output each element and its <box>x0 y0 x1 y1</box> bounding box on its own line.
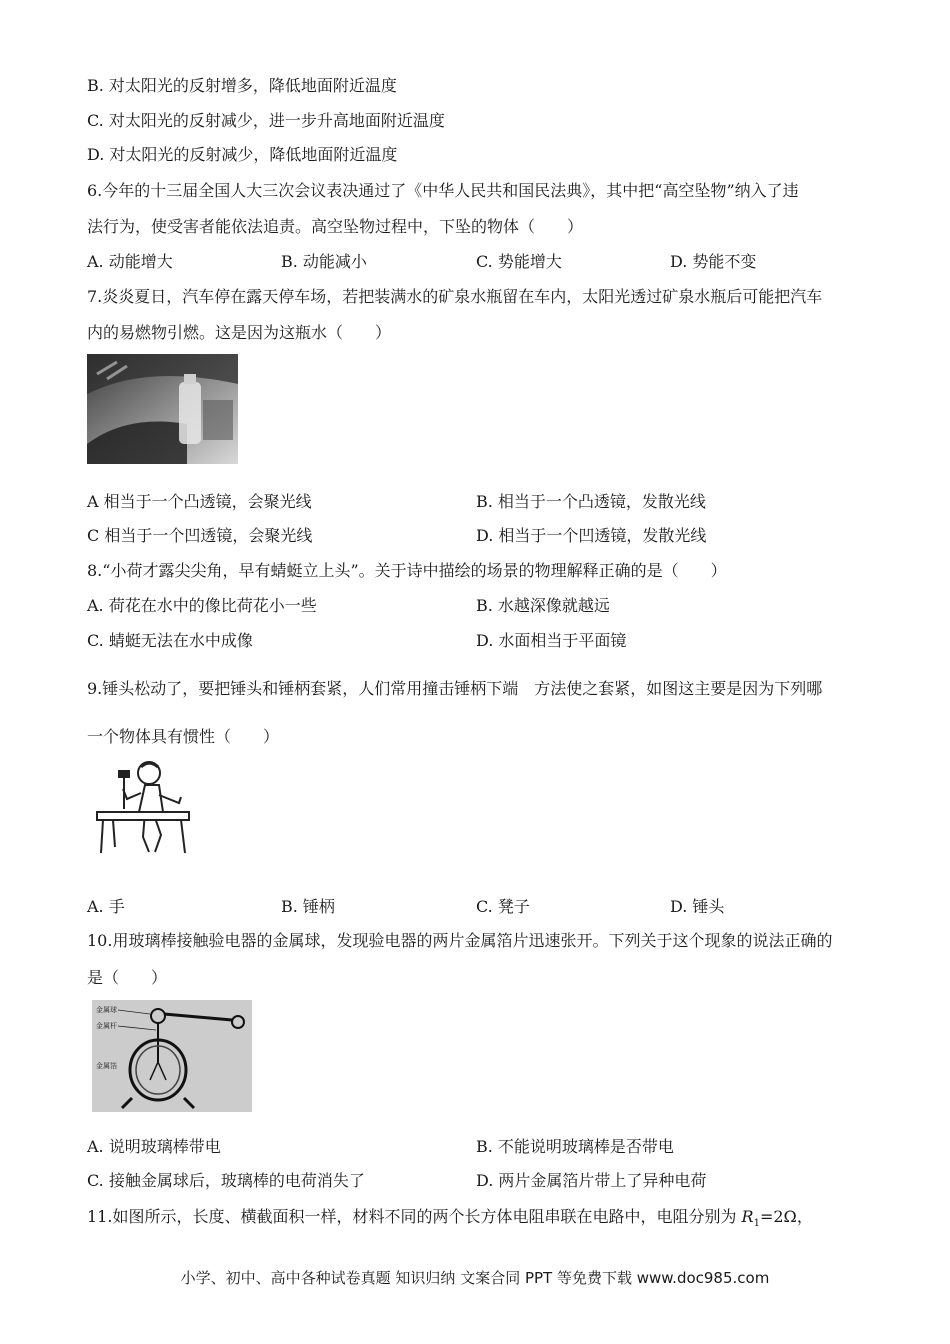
q10-stem-line2: 是（ ） <box>87 968 168 987</box>
electroscope-illustration <box>92 1000 252 1112</box>
fig-label-foil: 金属箔 <box>96 1062 117 1070</box>
q9-option-d: D. 锤头 <box>670 897 725 916</box>
q7-stem-line2: 内的易燃物引燃。这是因为这瓶水（ ） <box>87 323 392 342</box>
q7-option-c: C 相当于一个凹透镜，会聚光线 <box>87 526 313 545</box>
q8-option-b: B. 水越深像就越远 <box>476 596 610 615</box>
q11-stem-text: 11.如图所示，长度、横截面积一样，材料不同的两个长方体电阻串联在电路中，电阻分别为 <box>87 1207 742 1226</box>
q7-stem-line1: 7.炎炎夏日，汽车停在露天停车场，若把装满水的矿泉水瓶留在车内，太阳光透过矿泉水瓶后可能把汽车 <box>87 287 823 306</box>
page-footer: 小学、初中、高中各种试卷真题 知识归纳 文案合同 PPT 等免费下载 www.doc985.com <box>180 1269 770 1287</box>
q10-option-b: B. 不能说明玻璃棒是否带电 <box>476 1137 674 1156</box>
q5-option-d: D. 对太阳光的反射减少，降低地面附近温度 <box>87 145 398 164</box>
fig-label-ball: 金属球 <box>96 1006 117 1014</box>
q11-var-subscript: 1 <box>753 1218 760 1230</box>
q8-option-d: D. 水面相当于平面镜 <box>476 631 627 650</box>
q8-option-a: A. 荷花在水中的像比荷花小一些 <box>87 596 317 615</box>
q10-option-c: C. 接触金属球后，玻璃棒的电荷消失了 <box>87 1171 365 1190</box>
q9-stem-line2: 一个物体具有惯性（ ） <box>87 727 280 746</box>
q10-option-d: D. 两片金属箔片带上了异种电荷 <box>476 1171 707 1190</box>
q6-option-b: B. 动能减小 <box>281 252 367 271</box>
water-bottle-car-photo <box>87 354 238 464</box>
q5-option-b: B. 对太阳光的反射增多，降低地面附近温度 <box>87 76 397 95</box>
q10-option-a: A. 说明玻璃棒带电 <box>87 1137 221 1156</box>
q11-stem-line1 <box>87 1206 813 1235</box>
q9-option-a: A. 手 <box>87 897 125 916</box>
q6-option-a: A. 动能增大 <box>87 252 173 271</box>
q8-stem: 8.“小荷才露尖尖角，早有蜻蜓立上头”。关于诗中描绘的场景的物理解释正确的是（ ） <box>87 561 727 580</box>
q6-option-c: C. 势能增大 <box>476 252 562 271</box>
q10-stem-line1: 10.用玻璃棒接触验电器的金属球，发现验电器的两片金属箔片迅速张开。下列关于这个现象的说法正确的 <box>87 931 833 950</box>
q7-option-d: D. 相当于一个凹透镜，发散光线 <box>476 526 707 545</box>
q5-option-c: C. 对太阳光的反射减少，进一步升高地面附近温度 <box>87 111 445 130</box>
q6-stem-line2: 法行为，使受害者能依法追责。高空坠物过程中，下坠的物体（ ） <box>87 217 584 236</box>
q7-option-a: A 相当于一个凸透镜，会聚光线 <box>87 492 312 511</box>
q9-option-b: B. 锤柄 <box>281 897 335 916</box>
hammer-bench-illustration <box>93 757 195 857</box>
q11-var-r: R <box>741 1207 754 1226</box>
q8-option-c: C. 蜻蜓无法在水中成像 <box>87 631 253 650</box>
fig-label-rod: 金属杆 <box>96 1022 117 1030</box>
q6-stem-line1: 6.今年的十三届全国人大三次会议表决通过了《中华人民共和国民法典》，其中把“高空坠物”纳入了违 <box>87 181 799 200</box>
q7-option-b: B. 相当于一个凸透镜，发散光线 <box>476 492 706 511</box>
q9-option-c: C. 凳子 <box>476 897 530 916</box>
q6-option-d: D. 势能不变 <box>670 252 757 271</box>
q9-stem-line1: 9.锤头松动了，要把锤头和锤柄套紧，人们常用撞击锤柄下端 方法使之套紧，如图这主要是因为下列哪 <box>87 679 823 698</box>
q11-stem-value: =2Ω， <box>759 1207 813 1226</box>
